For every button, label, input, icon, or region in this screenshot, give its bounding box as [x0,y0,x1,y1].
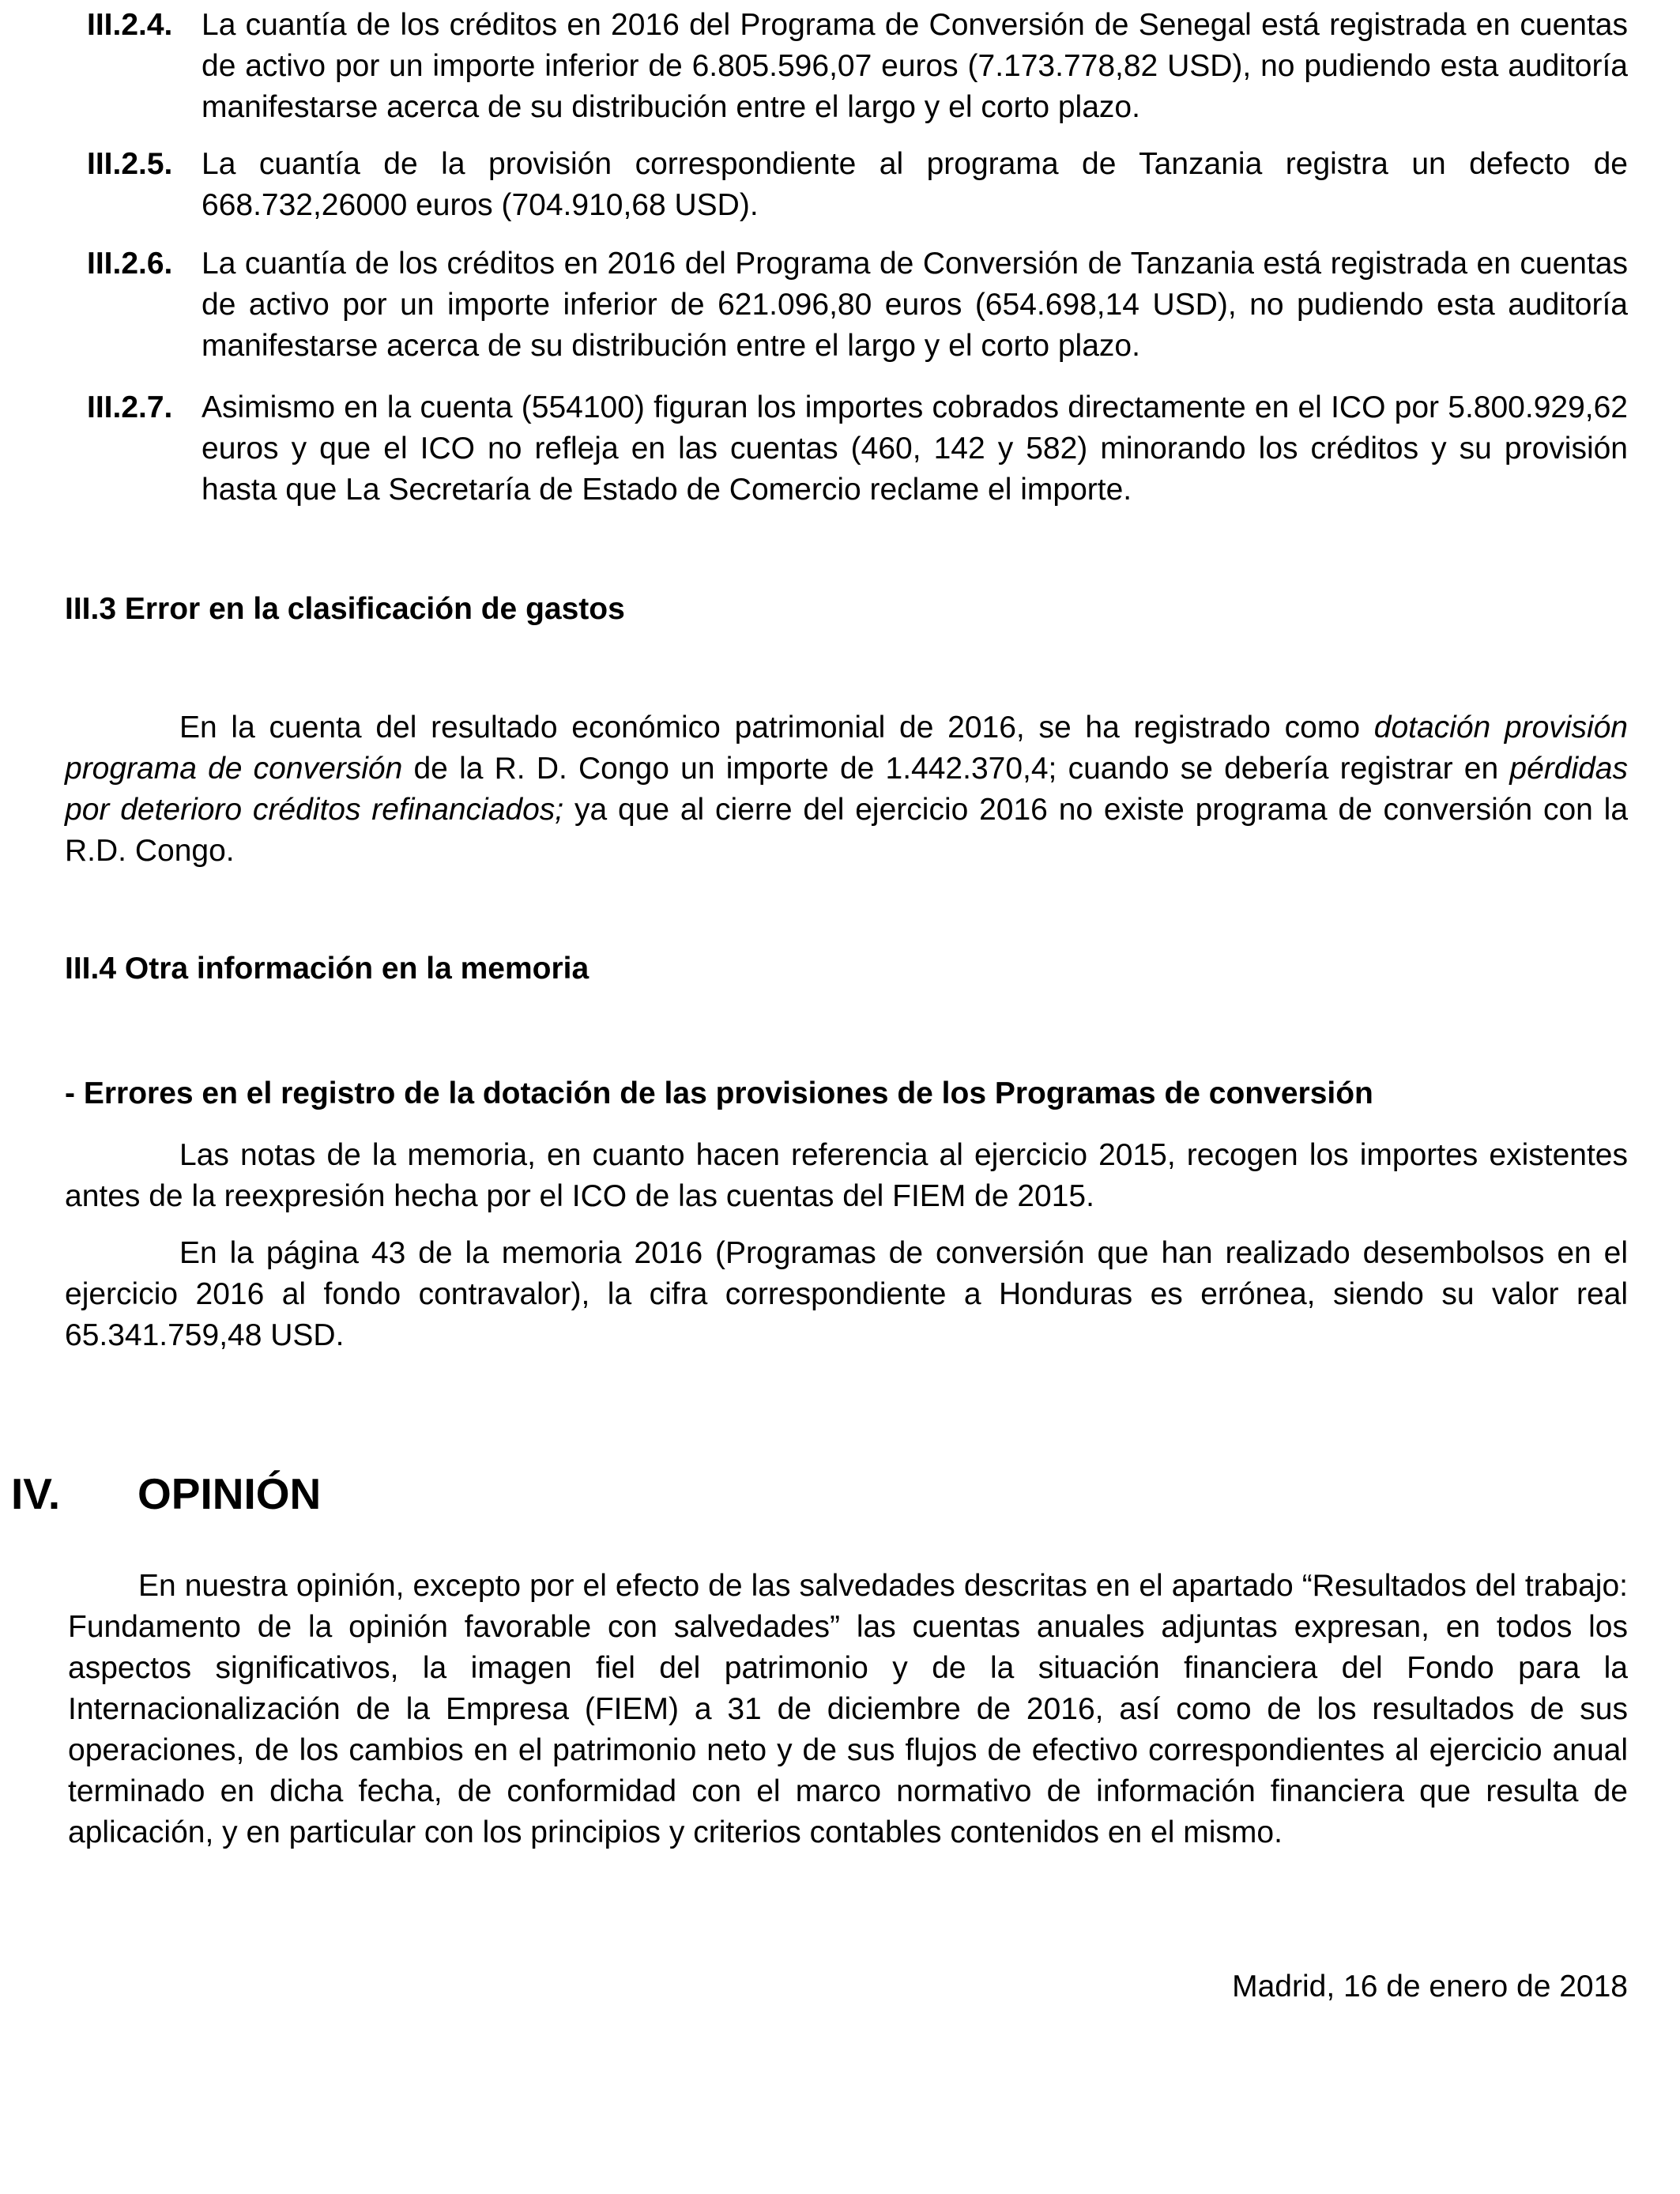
paragraph-text: de la R. D. Congo un importe de 1.442.370,4; cuando se debería registrar en [402,752,1510,786]
list-item [87,387,1628,511]
section-title: OPINIÓN [137,1469,322,1518]
section-paragraph: En la página 43 de la memoria 2016 (Programas de conversión que han realizado desembolsos en el ejercicio 2016 al fondo contravalor), la cifra correspondiente a Honduras es errónea, siendo su valor real 65.341.759,48 USD. [65,1236,1628,1352]
section-paragraph: Las notas de la memoria, en cuanto hacen referencia al ejercicio 2015, recogen los importes existentes antes de la reexpresión hecha por el ICO de las cuentas del FIEM de 2015. [65,1138,1628,1213]
item-number: III.2.7. [87,390,173,424]
item-text: La cuantía de la provisión correspondiente al programa de Tanzania registra un defecto de 668.732,26000 euros (704.910,68 USD). [202,147,1628,222]
item-text: La cuantía de los créditos en 2016 del Programa de Conversión de Tanzania está registrada en cuentas de activo por un importe inferior de 621.096,80 euros (654.698,14 USD), no pudiendo esta auditoría manifestarse acerca de su distribución entre el largo y el corto plazo. [202,247,1628,363]
opinion-paragraph: En nuestra opinión, excepto por el efecto de las salvedades descritas en el apartado “Resultados del trabajo: Fundamento de la opinión favorable con salvedades” las cuentas anuales adjuntas expresan, en todos los aspectos significativos, la imagen fiel del patrimonio y de la situación financiera del Fondo para la Internacionalización de la Empresa (FIEM) a 31 de diciembre de 2016, así como de los resultados de sus operaciones, de los cambios en el patrimonio neto y de sus flujos de efectivo correspondientes al ejercicio anual terminado en dicha fecha, de conformidad con el marco normativo de información financiera que resulta de aplicación, y en particular con los principios y criterios contables contenidos en el mismo. [68,1569,1628,1849]
paragraph-text: En la cuenta del resultado económico patrimonial de 2016, se ha registrado como [179,711,1374,745]
item-number: III.2.6. [87,247,173,281]
list-item [87,5,1628,128]
paragraph-italic-text: dotación provisión programa de conversión [65,711,1628,786]
item-text: La cuantía de los créditos en 2016 del Programa de Conversión de Senegal está registrada en cuentas de activo por un importe inferior de 6.805.596,07 euros (7.173.778,82 USD), no pudiendo esta auditoría manifestarse acerca de su distribución entre el largo y el corto plazo. [202,8,1628,124]
paragraph-text: ya que al cierre del ejercicio 2016 no existe programa de conversión con la R.D. Congo. [65,793,1629,868]
item-text: Asimismo en la cuenta (554100) figuran los importes cobrados directamente en el ICO por 5.800.929,62 euros y que el ICO no refleja en las cuentas (460, 142 y 582) minorando los créditos y su provisión hasta que La Secretaría de Estado de Comercio reclame el importe. [202,390,1628,507]
section-heading: III.4 Otra información en la memoria [65,952,590,986]
section-heading: III.3 Error en la clasificación de gastos [65,592,625,626]
paragraph-italic-text: pérdidas por deterioro créditos refinanciados; [65,752,1628,827]
item-number: III.2.5. [87,147,173,181]
item-number: III.2.4. [87,8,173,42]
dateline: Madrid, 16 de enero de 2018 [1232,1970,1628,2004]
section-subheading: - Errores en el registro de la dotación de las provisiones de los Programas de conversión [65,1076,1373,1110]
section-number: IV. [11,1469,61,1518]
section-paragraph [65,707,1628,872]
list-item [87,243,1628,367]
list-item [87,144,1628,226]
